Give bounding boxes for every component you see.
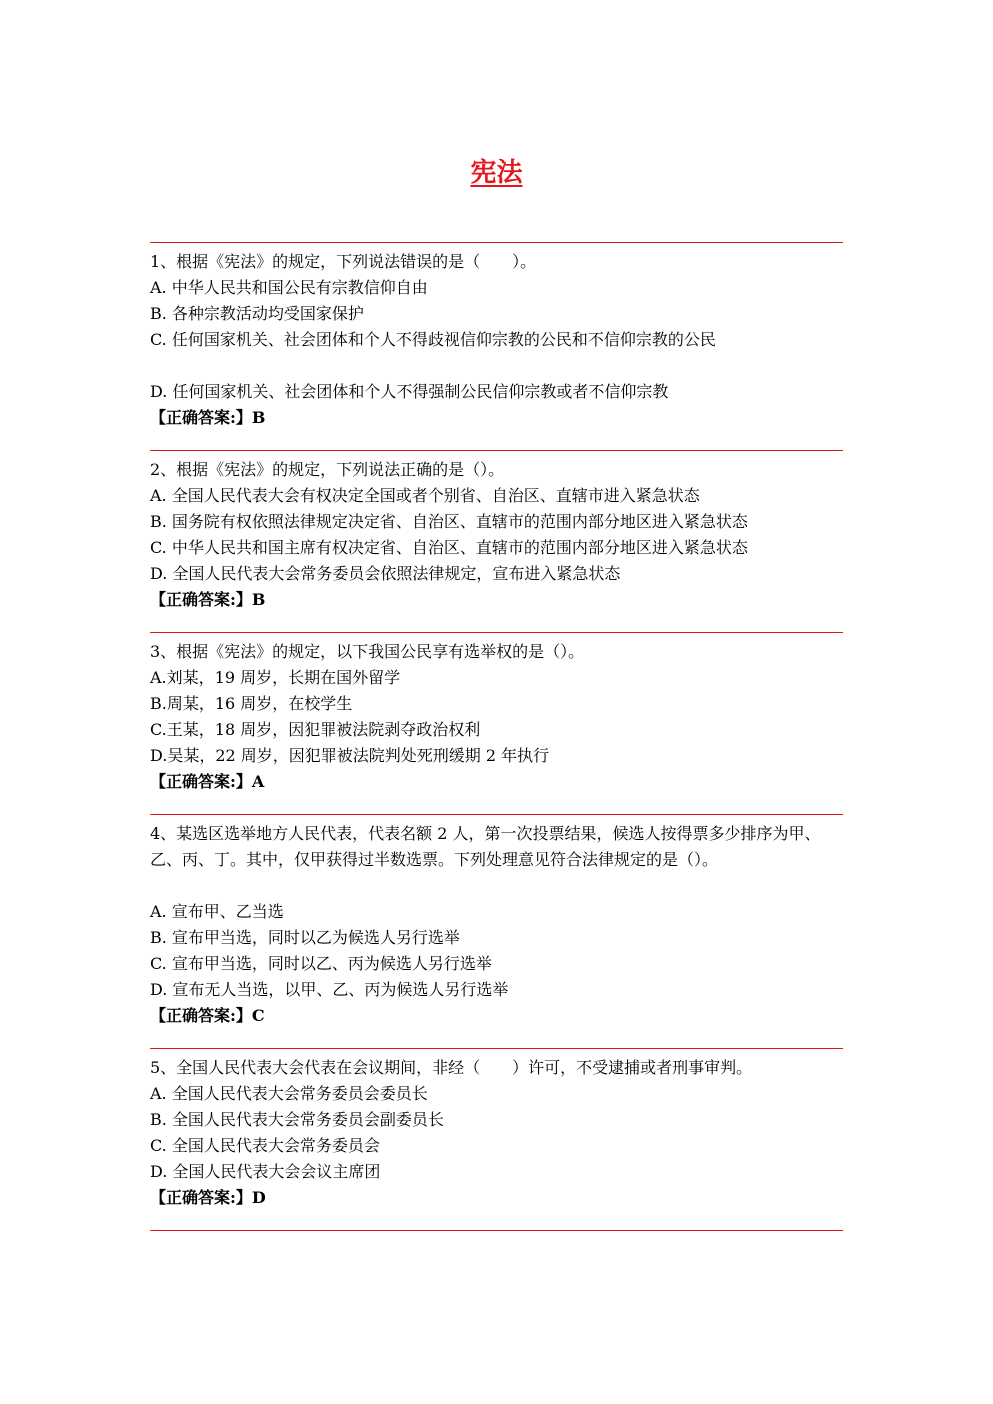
question-2 <box>150 457 843 613</box>
option-c: C. 宣布甲当选，同时以乙、丙为候选人另行选举 <box>150 954 492 973</box>
option-a: A. 中华人民共和国公民有宗教信仰自由 <box>150 278 428 297</box>
question-3 <box>150 639 843 795</box>
option-a: A. 全国人民代表大会有权决定全国或者个别省、自治区、直辖市进入紧急状态 <box>150 486 700 505</box>
divider <box>150 1048 843 1049</box>
option-d: D. 全国人民代表大会常务委员会依照法律规定，宣布进入紧急状态 <box>150 564 621 583</box>
question-stem: 5、全国人民代表大会代表在会议期间，非经（ ）许可，不受逮捕或者刑事审判。 <box>150 1058 753 1077</box>
divider <box>150 450 843 451</box>
question-stem: 4、某选区选举地方人民代表，代表名额 2 人，第一次投票结果，候选人按得票多少排序为甲、乙、丙、丁。其中，仅甲获得过半数选票。下列处理意见符合法律规定的是（）。 <box>150 824 821 869</box>
option-b: B. 各种宗教活动均受国家保护 <box>150 304 364 323</box>
question-1 <box>150 249 843 431</box>
correct-answer <box>150 587 843 613</box>
option-b: B. 全国人民代表大会常务委员会副委员长 <box>150 1110 444 1129</box>
option-b: B. 国务院有权依照法律规定决定省、自治区、直辖市的范围内部分地区进入紧急状态 <box>150 512 748 531</box>
page-title: 宪法 <box>470 158 523 188</box>
divider <box>150 242 843 243</box>
option-d: D. 宣布无人当选，以甲、乙、丙为候选人另行选举 <box>150 980 509 999</box>
divider <box>150 632 843 633</box>
divider <box>150 1230 843 1231</box>
option-c: C. 中华人民共和国主席有权决定省、自治区、直辖市的范围内部分地区进入紧急状态 <box>150 538 748 557</box>
correct-answer <box>150 1185 843 1211</box>
answer-value: C <box>251 1006 265 1025</box>
option-c: C. 全国人民代表大会常务委员会 <box>150 1136 380 1155</box>
answer-label: 【正确答案:】 <box>150 590 252 609</box>
option-a: A. 宣布甲、乙当选 <box>150 902 284 921</box>
question-5 <box>150 1055 843 1211</box>
divider <box>150 814 843 815</box>
option-d: D. 全国人民代表大会会议主席团 <box>150 1162 381 1181</box>
option-c: C.王某，18 周岁，因犯罪被法院剥夺政治权利 <box>150 720 481 739</box>
question-stem: 1、根据《宪法》的规定，下列说法错误的是（ ）。 <box>150 252 537 271</box>
answer-label: 【正确答案:】 <box>150 408 252 427</box>
spacer <box>150 353 843 379</box>
option-b: B. 宣布甲当选，同时以乙为候选人另行选举 <box>150 928 460 947</box>
correct-answer <box>150 405 843 431</box>
answer-value: D <box>251 1188 266 1207</box>
answer-value: A <box>251 772 265 791</box>
option-a: A.刘某，19 周岁，长期在国外留学 <box>150 668 401 687</box>
option-d: D. 任何国家机关、社会团体和个人不得强制公民信仰宗教或者不信仰宗教 <box>150 382 669 401</box>
answer-value: B <box>251 590 266 609</box>
answer-label: 【正确答案:】 <box>150 1188 252 1207</box>
option-d: D.吴某，22 周岁，因犯罪被法院判处死刑缓期 2 年执行 <box>150 746 550 765</box>
answer-label: 【正确答案:】 <box>150 772 252 791</box>
question-stem: 3、根据《宪法》的规定，以下我国公民享有选举权的是（）。 <box>150 642 585 661</box>
answer-value: B <box>251 408 266 427</box>
correct-answer <box>150 769 843 795</box>
option-b: B.周某，16 周岁，在校学生 <box>150 694 353 713</box>
correct-answer <box>150 1003 843 1029</box>
answer-label: 【正确答案:】 <box>150 1006 252 1025</box>
question-4 <box>150 821 843 1029</box>
option-c: C. 任何国家机关、社会团体和个人不得歧视信仰宗教的公民和不信仰宗教的公民 <box>150 330 716 349</box>
question-stem: 2、根据《宪法》的规定，下列说法正确的是（）。 <box>150 460 505 479</box>
option-a: A. 全国人民代表大会常务委员会委员长 <box>150 1084 428 1103</box>
